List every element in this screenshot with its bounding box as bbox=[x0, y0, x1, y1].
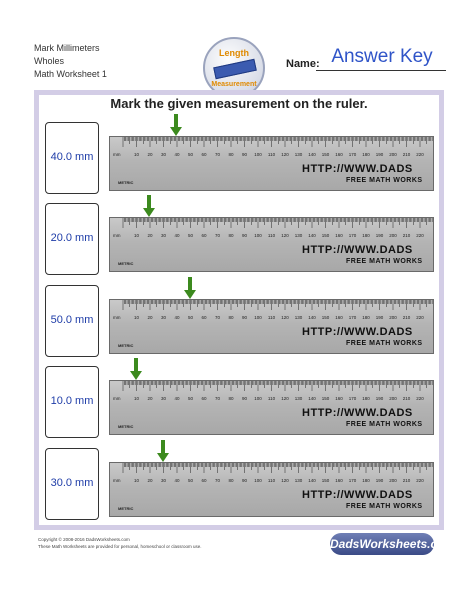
measurement-box bbox=[45, 366, 99, 438]
ruler-tick-label: 210 bbox=[402, 233, 411, 238]
ruler-tick-label: 170 bbox=[348, 152, 357, 157]
ruler-tick-label: 200 bbox=[389, 396, 397, 401]
ruler-metric-label: METRIC bbox=[118, 261, 134, 266]
ruler-tick-label: 40 bbox=[174, 233, 180, 238]
ruler-brand-text: FREE MATH WORKS bbox=[346, 421, 423, 428]
ruler-tick-label: 50 bbox=[187, 478, 194, 483]
ruler-tick-label: 220 bbox=[416, 396, 424, 401]
ruler-tick-label: 70 bbox=[214, 233, 221, 238]
ruler-tick-label: 50 bbox=[187, 315, 194, 320]
ruler-tick-label: 190 bbox=[375, 396, 384, 401]
ruler-url-text: HTTP://WWW.DADS bbox=[302, 407, 413, 419]
ruler-tick-label: 110 bbox=[267, 152, 276, 157]
ruler-tick-label: 20 bbox=[147, 315, 153, 320]
ruler-tick-label: mm bbox=[113, 315, 121, 320]
ruler-tick-label: 100 bbox=[254, 152, 262, 157]
ruler-tick-label: 40 bbox=[174, 315, 180, 320]
answer-arrow-icon bbox=[170, 114, 182, 136]
measurement-label: 20.0 mm bbox=[50, 232, 94, 244]
ruler-tick-label: 160 bbox=[335, 152, 343, 157]
answer-arrow-shape bbox=[143, 195, 155, 217]
ruler-tick-label: 170 bbox=[348, 315, 357, 320]
ruler-tick-label: 10 bbox=[133, 315, 140, 320]
ruler-tick-label: 220 bbox=[416, 478, 424, 483]
ruler-tick-label: 30 bbox=[160, 233, 167, 238]
answer-arrow-icon bbox=[157, 440, 169, 462]
ruler-tick-label: 50 bbox=[187, 152, 194, 157]
ruler-tick-label: 50 bbox=[187, 233, 194, 238]
ruler-url-text: HTTP://WWW.DADS bbox=[302, 244, 413, 256]
ruler-tick-label: 140 bbox=[308, 315, 316, 320]
ruler-tick-label: 170 bbox=[348, 233, 357, 238]
ruler-tick-label: 90 bbox=[241, 478, 248, 483]
ruler-tick-label: 120 bbox=[281, 478, 289, 483]
copyright-text: Copyright © 2008-2016 DadsWorksheets.com bbox=[38, 537, 130, 542]
measurement-box bbox=[45, 122, 99, 194]
ruler-tick-label: 160 bbox=[335, 478, 343, 483]
ruler-tick-label: 110 bbox=[267, 315, 276, 320]
ruler-metric-label: METRIC bbox=[118, 180, 134, 185]
ruler-tick-label: 160 bbox=[335, 233, 343, 238]
ruler-tick-label: 50 bbox=[187, 396, 194, 401]
ruler-tick-label: 130 bbox=[294, 233, 303, 238]
ruler-tick-label: 180 bbox=[362, 233, 370, 238]
logo-word-length: Length bbox=[219, 48, 249, 58]
ruler-tick-label: 20 bbox=[147, 478, 153, 483]
ruler-tick-label: 40 bbox=[174, 396, 180, 401]
ruler-tick-label: 40 bbox=[174, 152, 180, 157]
ruler-tick-label: 120 bbox=[281, 152, 289, 157]
header-subtitle: Wholes bbox=[34, 56, 65, 66]
ruler-tick-label: mm bbox=[113, 152, 121, 157]
ruler-tick-label: 90 bbox=[241, 396, 248, 401]
ruler-tick-label: 150 bbox=[321, 233, 330, 238]
ruler-tick-label: 180 bbox=[362, 152, 370, 157]
answer-arrow-shape bbox=[184, 277, 196, 299]
metric-ruler bbox=[109, 136, 434, 191]
ruler-tick-label: 80 bbox=[228, 233, 234, 238]
usage-text: These Math Worksheets are provided for personal, homeschool or classroom use. bbox=[38, 544, 202, 549]
name-label: Name: bbox=[286, 58, 320, 70]
instruction-text: Mark the given measurement on the ruler. bbox=[110, 96, 368, 111]
ruler-tick-label: 90 bbox=[241, 152, 248, 157]
ruler-tick-label: 100 bbox=[254, 233, 262, 238]
ruler-brand-text: FREE MATH WORKS bbox=[346, 340, 423, 347]
ruler-tick-label: 90 bbox=[241, 315, 248, 320]
name-line bbox=[316, 70, 446, 71]
ruler-tick-label: 210 bbox=[402, 396, 411, 401]
ruler-tick-label: 60 bbox=[201, 478, 207, 483]
measurement-label: 10.0 mm bbox=[50, 395, 94, 407]
ruler-metric-label: METRIC bbox=[118, 506, 134, 511]
ruler-tick-label: 140 bbox=[308, 233, 316, 238]
ruler-tick-label: 160 bbox=[335, 396, 343, 401]
measurement-box bbox=[45, 285, 99, 357]
ruler-url-text: HTTP://WWW.DADS bbox=[302, 489, 413, 501]
ruler-brand-text: FREE MATH WORKS bbox=[346, 258, 423, 265]
ruler-tick-label: 30 bbox=[160, 152, 167, 157]
ruler-tick-label: 130 bbox=[294, 478, 303, 483]
ruler-tick-label: 100 bbox=[254, 396, 262, 401]
ruler-metric-label: METRIC bbox=[118, 424, 134, 429]
ruler-tick-label: mm bbox=[113, 233, 121, 238]
ruler-tick-label: 170 bbox=[348, 478, 357, 483]
answer-arrow-shape bbox=[157, 440, 169, 462]
ruler-tick-label: 220 bbox=[416, 233, 424, 238]
answer-key-text: Answer Key bbox=[331, 46, 433, 67]
ruler-tick-label: 60 bbox=[201, 152, 207, 157]
ruler-tick-label: 70 bbox=[214, 152, 221, 157]
ruler-tick-label: 200 bbox=[389, 233, 397, 238]
ruler-tick-label: 200 bbox=[389, 478, 397, 483]
ruler-tick-label: 30 bbox=[160, 478, 167, 483]
logo-ruler-icon bbox=[213, 59, 257, 79]
ruler-tick-label: 180 bbox=[362, 396, 370, 401]
dadsworksheets-logo: DadsWorksheets.com bbox=[330, 533, 434, 555]
ruler-tick-label: 150 bbox=[321, 478, 330, 483]
measurement-box bbox=[45, 448, 99, 520]
ruler-tick-label: 20 bbox=[147, 152, 153, 157]
ruler-tick-label: 160 bbox=[335, 315, 343, 320]
ruler-tick-label: 80 bbox=[228, 315, 234, 320]
ruler-tick-label: 180 bbox=[362, 315, 370, 320]
ruler-tick-label: 70 bbox=[214, 315, 221, 320]
ruler-tick-label: 140 bbox=[308, 152, 316, 157]
ruler-brand-text: FREE MATH WORKS bbox=[346, 503, 423, 510]
ruler-tick-label: 180 bbox=[362, 478, 370, 483]
ruler-tick-label: 220 bbox=[416, 152, 424, 157]
ruler-tick-label: 60 bbox=[201, 396, 207, 401]
answer-arrow-shape bbox=[170, 114, 182, 136]
ruler-tick-label: 20 bbox=[147, 396, 153, 401]
ruler-tick-label: 10 bbox=[133, 233, 140, 238]
ruler-tick-label: 40 bbox=[174, 478, 180, 483]
ruler-tick-label: 110 bbox=[267, 396, 276, 401]
ruler-tick-label: 100 bbox=[254, 315, 262, 320]
ruler-tick-label: 100 bbox=[254, 478, 262, 483]
ruler-tick-label: 130 bbox=[294, 152, 303, 157]
ruler-tick-label: 120 bbox=[281, 233, 289, 238]
metric-ruler bbox=[109, 217, 434, 272]
ruler-tick-label: 110 bbox=[267, 478, 276, 483]
worksheet-header bbox=[34, 42, 107, 81]
ruler-tick-label: 60 bbox=[201, 315, 207, 320]
ruler-tick-label: 140 bbox=[308, 478, 316, 483]
ruler-tick-label: 210 bbox=[402, 315, 411, 320]
measurement-label: 30.0 mm bbox=[50, 477, 94, 489]
ruler-tick-label: 190 bbox=[375, 315, 384, 320]
measurement-box bbox=[45, 203, 99, 275]
answer-arrow-icon bbox=[130, 358, 142, 380]
metric-ruler bbox=[109, 462, 434, 517]
answer-arrow-shape bbox=[130, 358, 142, 380]
metric-ruler bbox=[109, 380, 434, 435]
ruler-tick-label: 200 bbox=[389, 152, 397, 157]
footer-text bbox=[38, 536, 202, 550]
ruler-tick-label: 210 bbox=[402, 152, 411, 157]
answer-arrow-icon bbox=[184, 277, 196, 299]
ruler-tick-label: 140 bbox=[308, 396, 316, 401]
ruler-tick-label: 80 bbox=[228, 152, 234, 157]
ruler-tick-label: 80 bbox=[228, 396, 234, 401]
ruler-tick-label: 10 bbox=[133, 478, 140, 483]
ruler-tick-label: 70 bbox=[214, 396, 221, 401]
ruler-tick-label: 80 bbox=[228, 478, 234, 483]
ruler-tick-label: mm bbox=[113, 396, 121, 401]
ruler-tick-label: 170 bbox=[348, 396, 357, 401]
header-title: Mark Millimeters bbox=[34, 43, 100, 53]
ruler-tick-label: 60 bbox=[201, 233, 207, 238]
ruler-tick-label: 20 bbox=[147, 233, 153, 238]
measurement-label: 50.0 mm bbox=[50, 314, 94, 326]
ruler-url-text: HTTP://WWW.DADS bbox=[302, 163, 413, 175]
measurement-label: 40.0 mm bbox=[50, 151, 94, 163]
ruler-tick-label: 150 bbox=[321, 396, 330, 401]
ruler-tick-label: 190 bbox=[375, 478, 384, 483]
metric-ruler bbox=[109, 299, 434, 354]
ruler-tick-label: 90 bbox=[241, 233, 248, 238]
ruler-tick-label: 200 bbox=[389, 315, 397, 320]
ruler-tick-label: 70 bbox=[214, 478, 221, 483]
ruler-tick-label: 150 bbox=[321, 152, 330, 157]
ruler-url-text: HTTP://WWW.DADS bbox=[302, 326, 413, 338]
header-worksheet-number: Math Worksheet 1 bbox=[34, 69, 107, 79]
ruler-tick-label: 190 bbox=[375, 152, 384, 157]
answer-arrow-icon bbox=[143, 195, 155, 217]
logo-word-measurement: Measurement bbox=[211, 81, 257, 88]
ruler-metric-label: METRIC bbox=[118, 343, 134, 348]
ruler-tick-label: 210 bbox=[402, 478, 411, 483]
ruler-tick-label: 30 bbox=[160, 315, 167, 320]
ruler-tick-label: 10 bbox=[133, 152, 140, 157]
ruler-tick-label: 30 bbox=[160, 396, 167, 401]
ruler-tick-label: 190 bbox=[375, 233, 384, 238]
ruler-tick-label: 110 bbox=[267, 233, 276, 238]
ruler-tick-label: 130 bbox=[294, 396, 303, 401]
ruler-tick-label: mm bbox=[113, 478, 121, 483]
ruler-tick-label: 120 bbox=[281, 315, 289, 320]
ruler-tick-label: 120 bbox=[281, 396, 289, 401]
ruler-tick-label: 130 bbox=[294, 315, 303, 320]
ruler-brand-text: FREE MATH WORKS bbox=[346, 177, 423, 184]
ruler-tick-label: 150 bbox=[321, 315, 330, 320]
ruler-tick-label: 10 bbox=[133, 396, 140, 401]
ruler-tick-label: 220 bbox=[416, 315, 424, 320]
